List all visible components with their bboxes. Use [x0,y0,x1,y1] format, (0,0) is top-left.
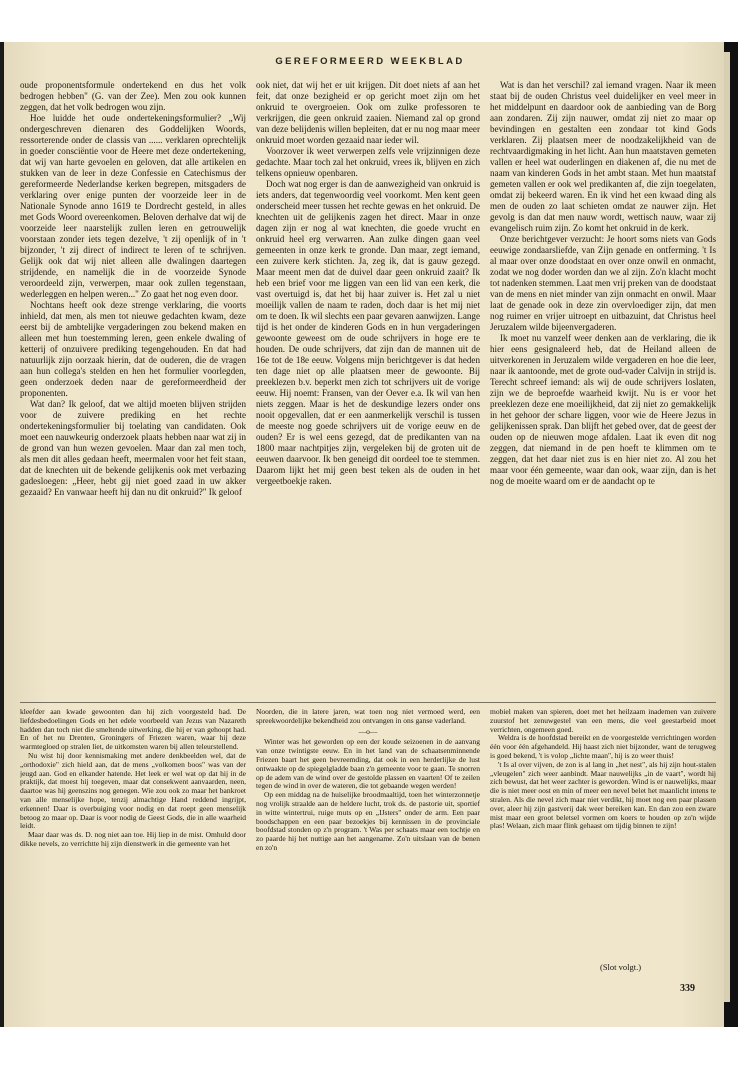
continued-note: (Slot volgt.) [600,962,642,972]
page-number: 339 [680,983,695,994]
paragraph: Maar daar was ds. D. nog niet aan toe. Hij liep in de mist. Omhuld door dikke nevels, zo verrichtte hij zijn dienstwerk in die gemeente van het [20,830,246,848]
serial-column-3 [490,708,716,968]
paragraph: Hoe luidde het oude ondertekeningsformulier? „Wij ondergeschreven dienaren des Goddelijken Woords, ressorterende onder de classis van ...... verklaren oprechtelijk in goeder consciëntie voor de Heere met deze ondertekening, dat wij van harte gevoelen en geloven, dat alle artikelen en stukken van de leer in deze Confessie en Catechismus der gereformeerde Nederlandse kerken begrepen, mitsgaders de verklaring over enige punten der voorzeide leer in de Nationale Synode anno 1619 te Dordrecht gesteld, in alles met Gods Woord overeenkomen. Beloven derhalve dat wij de voorzeide leer naarstelijk zullen leren en getrouwelijk voorstaan zonder iets tegen dezelve, 't zij openlijk of in 't bijzonder, 't zij direct of indirect te leren of te schrijven. Gelijk ook dat wij niet alleen alle dwalingen daartegen strijdende, en namelijk die in de voorzeide Synode veroordeeld zijn, verwerpen, maar ook zullen tegenstaan, wederleggen en helpen weren..." Zo gaat het nog even door. [20,113,246,299]
column-3 [490,80,716,698]
paragraph: Noorden, die in latere jaren, wat toen nog niet vermoed werd, een spreekwoordelijke bekendheid zou ontvangen in ons ganse vaderland. [256,708,480,725]
running-header: GEREFORMEERD WEEKBLAD [275,56,465,67]
paragraph: Wat dan? Ik geloof, dat we altijd moeten blijven strijden voor de zuivere prediking en het rechte ondertekeningsformulier bij toelating van candidaten. Ook moet een nauwkeurig onderzoek plaats hebben naar wat zij in de grond van hun wezen gevoelen. Maar dan zal men toch, als men dit alles gedaan heeft, meermalen voor het feit staan, dat de knechten uit de bekende gelijkenis ook met verbazing gadesloegen: „Heer, hebt gij niet goed zaad in uw akker gezaaid? En vanwaar heeft hij dan nu dit onkruid?" Ik geloof [20,399,246,497]
column-1 [20,80,246,698]
paragraph: ook niet, dat wij het er uit krijgen. Dit doet niets af aan het feit, dat onze bezigheid er op gericht moet zijn om het onkruid te overgroeien. Ook om zulke professoren te verkrijgen, die geen onkruid zaaien. Niemand zal op grond van deze belijdenis willen bepleiten, dat er nu nog maar meer onkruid moet worden gezaaid naar ieder wil. [256,80,480,145]
top-margin [0,0,738,42]
paragraph: kleefder aan kwade gewoonten dan hij zich voorgesteld had. De liefdesbedoelingen Gods en het edele voorbeeld van Jezus van Nazareth hadden dan toch niet die smeltende uitwerking, die hij er van gehoopt had. En of het nu Drenten, Groningers of Friezen waren, waar hij deze warmtegloed op stralen liet, de uitkomsten waren bij allen teleurstellend. [20,708,246,752]
paragraph: Doch wat nog erger is dan de aanwezigheid van onkruid is iets anders, dat tegenwoordig veel voorkomt. Men kent geen onderscheid meer tussen het rechte gewas en het onkruid. De knechten uit de gelijkenis zagen het direct. Maar in onze dagen zijn er nog al wat knechten, die goede vrucht en onkruid heel erg verwarren. Aan zulke dingen gaan veel gemeenten in onze kerk te gronde. Dan maar, zegt iemand, een zuivere kerk stichten. Ja, zeg ik, dat is gauw gezegd. Maar meent men dat de duivel daar geen onkruid zaait? Ik heb een brief voor me liggen van een lid van een kerk, die vast overtuigd is, dat het bij haar zuiver is. Het zal u niet moeilijk vallen de naam te raden, doch daar is het mij niet om te doen. Ik wil slechts een paar gevaren aanwijzen. Lange tijd is het onder de kinderen Gods en in hun vergaderingen gewoonte geweest om de oude schrijvers in hoge ere te houden. De oude schrijvers, dat zijn dan de mannen uit de 16e tot de 18e eeuw. Volgens mijn berichtgever is dat heden ten dage niet op alle plaatsen meer de gewoonte. Bij preeklezen b.v. beperkt men zich tot schrijvers uit de vorige eeuw. Hij noemt: Fransen, van der Oever e.a. Ik wil van hen niets zeggen. Maar is het de deskundige lezers onder ons nooit opgevallen, dat er een aanmerkelijk verschil is tussen de meeste nog goede schrijvers uit de vorige eeuw en de ouden? Er is wel eens gezegd, dat de predikanten van na 1800 maar nachtpitjes zijn, vergeleken bij de groten uit de eeuwen daarvoor. Ik ben geneigd dit oordeel toe te stemmen. Daarom lijkt het mij geen best teken als de ouden in het vergeetboekje raken. [256,179,480,486]
column-2 [256,80,480,698]
paragraph: Ik moet nu vanzelf weer denken aan de verklaring, die ik hier eens gesignaleerd heb, dat de Heiland alleen de uitverkorenen in Jeruzalem wilde vergaderen en hoe die leer, naar ik aantoonde, met de grote oud-vader Calvijn in strijd is. Terecht schreef iemand: als wij de oude schrijvers loslaten, zijn we de beproefde waarheid kwijt. Nu is er voor het preeklezen deze ene moeilijkheid, dat zij niet zo gemakkelijk in het gehoor der schare liggen, voor wie de Heere Jezus in gelijkenissen sprak. Dan blijft het gebed over, dat de geest der ouden op de nieuwen moge afdalen. Laat ik even dit nog zeggen, dat niemand in de pen hoeft te klimmen om te zeggen, dat het daar niet zus is en hier niet zo. Al zou het maar voor één gemeente, waar dan ook, waar zijn, dan is het nog de moeite waard om er de aandacht op te [490,333,716,486]
paragraph: Wat is dan het verschil? zal iemand vragen. Naar ik meen staat bij de ouden Christus veel duidelijker en veel meer in het middelpunt en daardoor ook de aanbieding van de Borg aan zondaren. Zij zijn nauwer, omdat zij niet zo maar op bevindingen en gestalten een zondaar tot kind Gods verklaren. Zij plaatsen meer de noodzakelijkheid van de rechtvaardigmaking in het licht. Aan hun maatstaven gemeten vallen er heel wat ouderlingen en diakenen af, die nu met de naam van kinderen Gods in het ambt staan. Met hun maatstaf gemeten vallen er ook wel predikanten af, die zijn toegelaten, omdat zij bekeerd waren. En ik vind het een kwaad ding als men de ouden zo laat schieten omdat ze nauwer zijn. Het gevolg is dan dat men nauw wordt, wettisch nauw, waar zij evangelisch ruim zijn. Zo komt het onkruid in de kerk. [490,80,716,233]
paragraph: Nu wist hij door kennismaking met andere denkbeelden wel, dat de „orthodoxie" zich hield aan, dat de mens „volkomen boos" was van der jeugd aan. God en elkander hatende. Het leek er wel wat op dat hij in de praktijk, dat moest hij toegeven, maar dat consekwent aanvaarden, neen, daartoe was hij geenszins nog genegen. Wie zou ook zo maar het bankroet van alle menselijke hope, tenzij almachtige Hand reddend ingrijpt, erkennen! Daar is overbuiging voor nodig en dat roept geen menselijk betoog zo maar op. Daar is voor nodig de Geest Gods, die in alle waarheid leidt. [20,750,246,831]
serial-column-1 [20,708,246,1006]
paragraph: Winter was het geworden op een der koude seizoenen in de aanvang van onze twintigste eeuw. En in het land van de schaatsenminnende Friezen baart het geen bevreemding, dat ook in een herderlijke de lust ontwaakte op de spiegelgladde baan z'n gemeente voor te gaan. Te snorren op de adem van de wind over de gestolde plassen en vaarten! Of te zeilen tegen de wind in over de wateren, die tot gebaande wegen werden! [256,737,480,791]
paragraph: oude proponentsformule ondertekend en dus het volk bedrogen hebben" (G. van der Zee). Men zou ook kunnen zeggen, dat het volk bedrogen wou zijn. [20,80,246,112]
right-page-edge [724,52,730,1002]
paragraph: 't Is al over vijven, de zon is al lang in „het nest", als hij zijn hout-stalen „vleugelen" zich weer aanbindt. Maar nauwelijks „in de vaart", wordt hij zich bewust, dat het weer zachter is geworden. Wind is er nauwelijks, maar die is niet meer oost en min of meer een nevel belet het maanlicht intens te stralen. Als die nevel zich maar niet verdikt, hij moet nog een paar plassen over, aleer hij zijn gastverij dak weer bereiken kan. En dan zou een zware mist maar een groot beletsel vormen om koers te houden op zo'n wijde plas! Welaan, zich maar flink gehaast om tijdig binnen te zijn! [490,759,716,831]
section-break: —o— [358,726,378,736]
paragraph: Voorzover ik weet verwerpen zelfs vele vrijzinnigen deze gedachte. Maar toch zal het onkruid, vrees ik, blijven en zich telkens opnieuw openbaren. [256,146,480,178]
paragraph: Onze berichtgever verzucht: Je hoort soms niets van Gods eeuwige zondaarsliefde, van Zijn genade en ontferming. 't Is al maar over onze doodstaat en over onze onwil en onmacht, zodat we nog doder worden dan we al zijn. Zo'n klacht mocht tot nadenken stemmen. Laat men vrij preken van de doodstaat van de mens en niet minder van zijn onmacht en onwil. Maar laat de genade ook in deze zin overvloediger zijn, dat men nog ruimer en vrijer uitroept en uitbazuint, dat Christus heel Jeruzalem wilde bijeenvergaderen. [490,234,716,332]
paragraph: Nochtans heeft ook deze strenge verklaring, die voorts inhield, dat men, als men tot nieuwe gedachten kwam, deze eerst bij de ambtelijke vergaderingen zou bekend maken en alleen met hun toestemming leren, geen enkele dwaling of ketterij of onzuivere prediking tegengehouden. En dat had natuurlijk zijn oorzaak hierin, dat de ouderen, die de vragen aan hun collega's stelden en hen het formulier voorlegden, geen onderzoek deden naar de gereformeerdheid der proponenten. [20,300,246,398]
bottom-margin [0,1027,738,1068]
serial-column-2 [256,708,480,1006]
paragraph: mobiel maken van spieren, doet met het heilzaam inademen van zuivere zuurstof het zenuwgestel van een mens, die veel geestarbeid moet verrichten, ongemeen goed. [490,708,716,734]
section-divider [20,702,716,703]
paragraph: Weldra is de hoofdstad bereikt en de voorgestelde verrichtingen worden één voor één afgehandeld. Hij haast zich niet bijzonder, want de terugweg is goed bekend, 't is volop „lichte maan", hij is zo weer thuis! [490,733,716,760]
paragraph: Op een middag na de huiselijke broodmaaltijd, toen het winterzonnetje nog vrolijk straalde aan de heldere lucht, trok ds. de pastorie uit, sportief in witte wintertrui, ruige muts op en „IJsters" onder de arm. Een paar boodschappen en een paar bezoekjes bij kennissen in de provinciale boofdstad stonden op z'n program. 't Was per schaats maar een tochtje en zo paarde hij het nuttige aan het aangename. Zo'n uitslaan van de benen en zo'n [256,790,480,852]
